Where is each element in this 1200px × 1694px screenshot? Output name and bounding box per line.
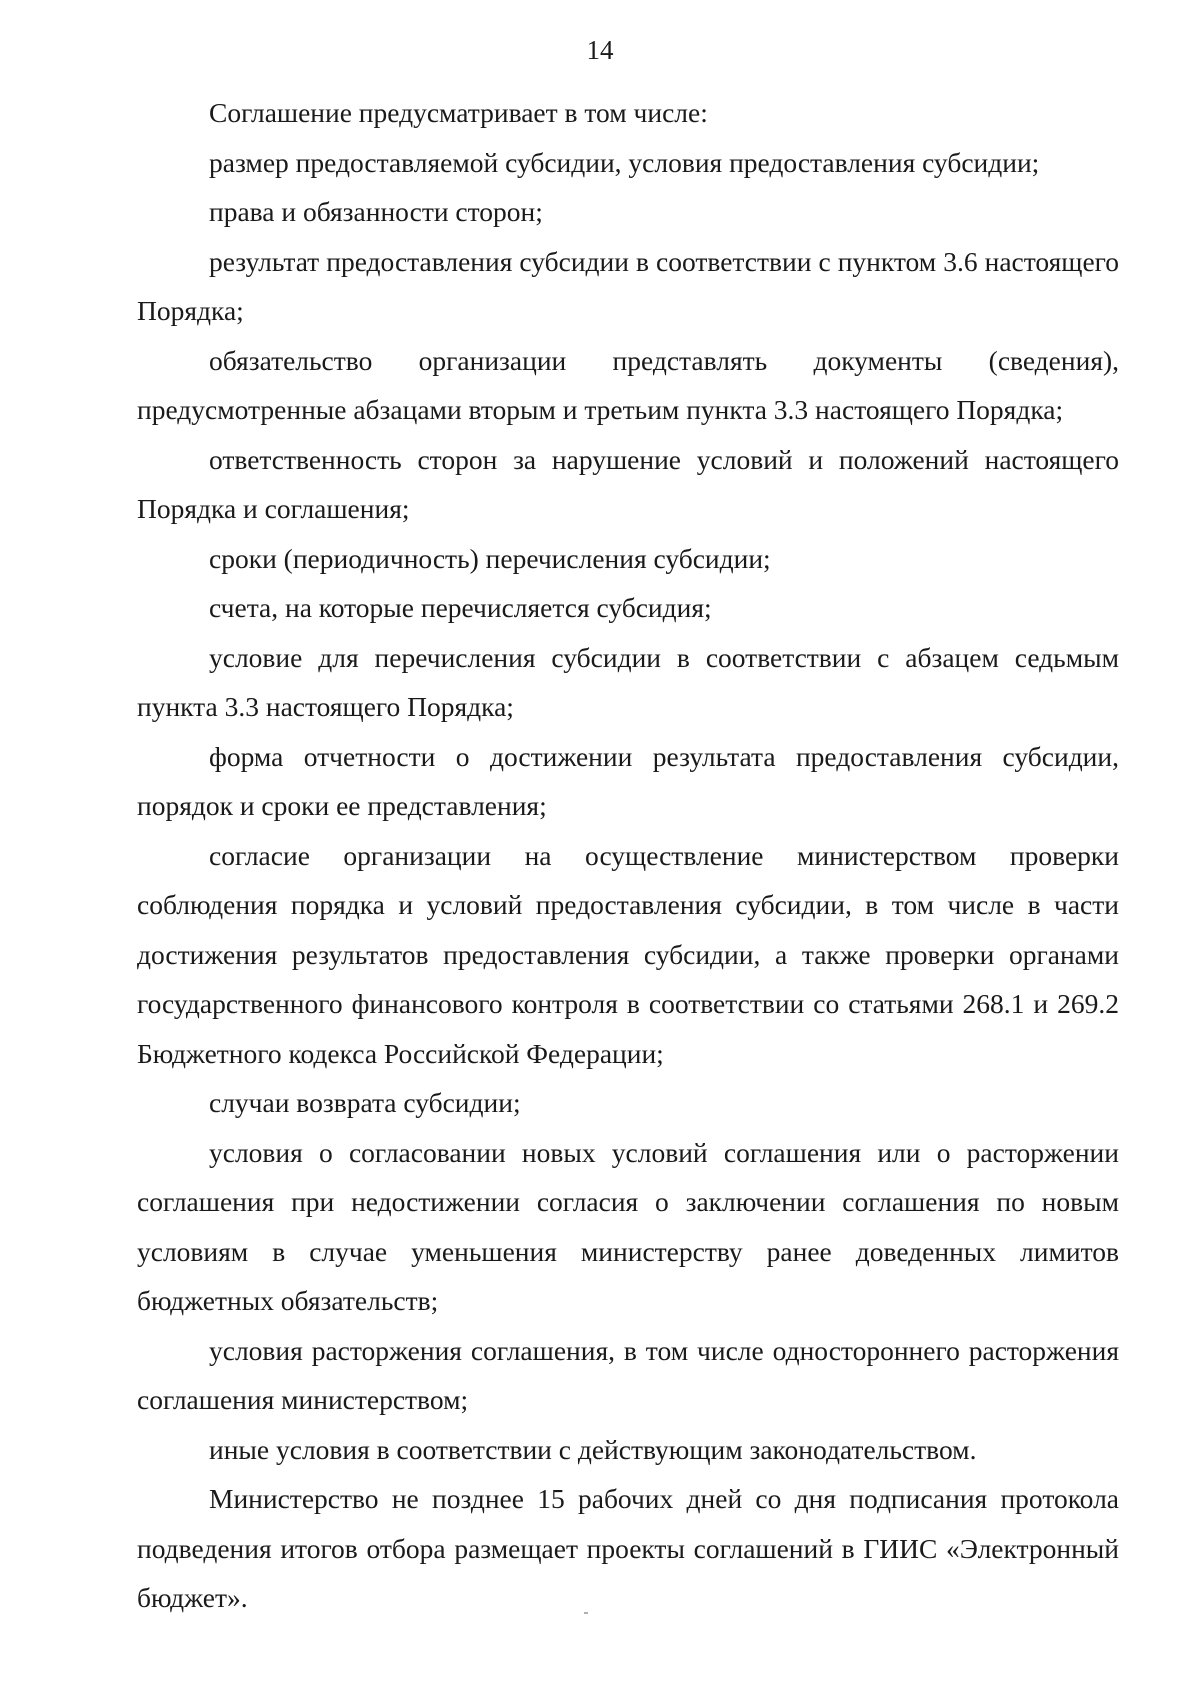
paragraph-termination: условия расторжения соглашения, в том числе одностороннего расторжения соглашения министерством; [137, 1334, 1119, 1415]
paragraph-consent: согласие организации на осуществление министерством проверки соблюдения порядка и условий предоставления субсидии, в том числе в части достижения результатов предоставления субсидии, а также проверки органами государственного финансового контроля в соответствии со статьями 268.1 и 269.2 Бюджетного кодекса Российской Федерации; [137, 839, 1119, 1069]
paragraph-accounts: счета, на которые перечисляется субсидия; [209, 592, 712, 623]
document-body [137, 88, 1119, 1623]
paragraph-subsidy-size: размер предоставляемой субсидии, условия предоставления субсидии; [209, 146, 1040, 178]
paragraph-terms: сроки (периодичность) перечисления субсидии; [209, 542, 771, 574]
paragraph-intro: Соглашение предусматривает в том числе: [209, 97, 708, 128]
paragraph-ministry-deadline: Министерство не позднее 15 рабочих дней со дня подписания протокола подведения итогов отбора размещает проекты соглашений в ГИИС «Электронный бюджет». [137, 1483, 1119, 1613]
paragraph-obligation: обязательство организации представлять документы (сведения), предусмотренные абзацами вторым и третьим пункта 3.3 настоящего Порядка; [137, 344, 1119, 425]
paragraph-new-conditions: условия о согласовании новых условий соглашения или о расторжении соглашения при недостижении согласия о заключении соглашения по новым условиям в случае уменьшения министерству ранее доведенных лимитов бюджетных обязательств; [137, 1136, 1119, 1316]
paragraph-result: результат предоставления субсидии в соответствии с пунктом 3.6 настоящего Порядка; [137, 245, 1119, 326]
paragraph-transfer-condition: условие для перечисления субсидии в соответствии с абзацем седьмым пункта 3.3 настоящего Порядка; [137, 641, 1119, 722]
paragraph-responsibility: ответственность сторон за нарушение условий и положений настоящего Порядка и соглашения; [137, 443, 1119, 524]
page-number: 14 [586, 35, 614, 65]
scan-mark [584, 1612, 588, 1614]
paragraph-other-conditions: иные условия в соответствии с действующим законодательством. [209, 1433, 977, 1465]
paragraph-rights: права и обязанности сторон; [209, 196, 543, 227]
paragraph-refund-cases: случаи возврата субсидии; [209, 1087, 521, 1118]
paragraph-reporting-form: форма отчетности о достижении результата предоставления субсидии, порядок и сроки ее представления; [137, 740, 1119, 821]
